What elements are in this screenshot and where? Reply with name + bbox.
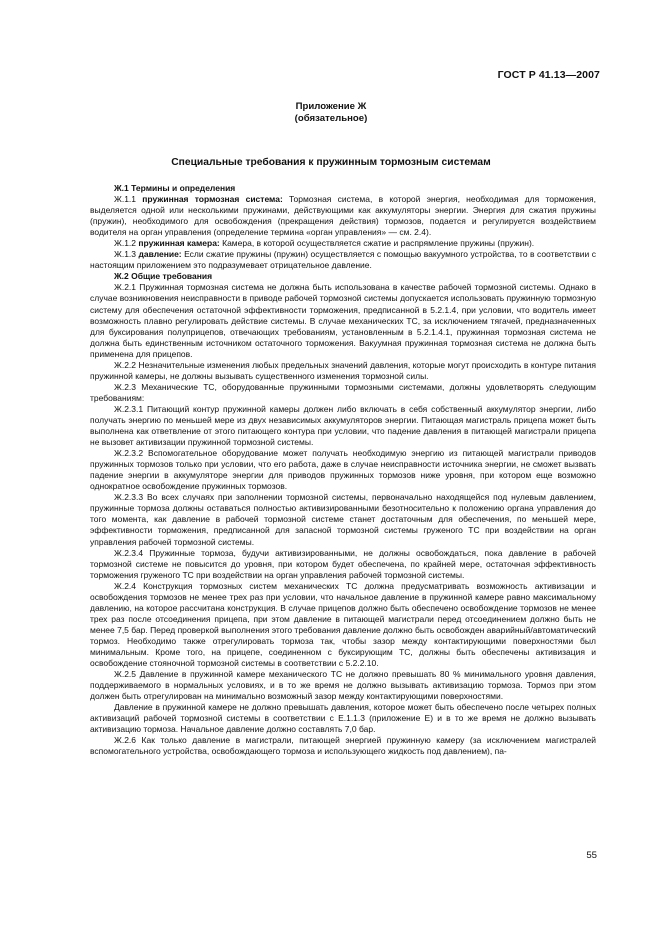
- paragraph: Ж.2.1 Пружинная тормозная система не должна быть использована в качестве рабочей тормозной системы. Однако в случае возникновения неисправности в приводе рабочей тормозной системы допускается использовать пружинную тормозную систему для обеспечения остаточной эффективности торможения, предписанной в 5.2.1.4, при условии, что водитель имеет возможность плавно регулировать действие системы. В случае механических ТС, за исключением тягачей, предназначенных для буксирования полуприцепов, отвечающих требованиям, установленным в 5.2.1.4.1, пружинная тормозная система не должна быть единственным источником остаточного торможения. Вакуумная пружинная тормозная система не должна быть применена для прицепов.: [90, 282, 596, 359]
- paragraph: Ж.2.3 Механические ТС, оборудованные пружинными тормозными системами, должны удовлетворять следующим требованиям:: [90, 381, 596, 403]
- definition: Камера, в которой осуществляется сжатие и распрямление пружины (пружин).: [219, 238, 535, 249]
- definition: Если сжатие пружины (пружин) осуществляется с помощью вакуумного устройства, то в соответствии с настоящим приложением это подразумевает отрицательное давление.: [90, 249, 596, 271]
- document-title: Специальные требования к пружинным тормозным системам: [171, 157, 491, 168]
- page-number: 55: [586, 850, 597, 861]
- standard-header: ГОСТ Р 41.13—2007: [497, 69, 600, 81]
- definition: Тормозная система, в которой энергия, необходимая для торможения, выделяется одной или несколькими пружинами, действующими как аккумуляторы энергии. Энергия для сжатия пружины (пружин), необходимого для освобождения (прекращения действия) тормозов, подается и регулируется воздействием водителя на орган управления (определение термина «орган управления» — см. 2.4).: [90, 194, 596, 238]
- paragraph: Ж.2.3.3 Во всех случаях при заполнении тормозной системы, первоначально находящейся под нулевым давлением, пружинные тормоза должны оставаться полностью активизированными безотносительно к положению органа управления до того момента, как давление в рабочей тормозной системе станет достаточным для обеспечения, по меньшей мере, эффективности торможения, предписанной для запасной тормозной системы груженого ТС при воздействии на орган управления рабочей тормозной системы.: [90, 492, 596, 547]
- paragraph: Давление в пружинной камере не должно превышать давления, которое может быть обеспечено после четырех полных активизаций рабочей тормозной системы в соответствии с Е.1.1.3 (приложение Е) и в то же время не должно вызывать активизацию тормоза. Начальное давление должно составлять 7,0 бар.: [90, 702, 596, 735]
- appendix-title: Приложение Ж: [295, 101, 367, 112]
- paragraph: Ж.2.6 Как только давление в магистрали, питающей энергией пружинную камеру (за исключением магистралей вспомогательного устройства, освобождающего тормоза и использующего жидкость под давлением), па-: [90, 735, 596, 757]
- paragraph-number: Ж.1.3: [114, 249, 139, 260]
- paragraph: [90, 238, 596, 249]
- appendix-status: (обязательное): [294, 113, 368, 124]
- term: пружинная камера:: [138, 238, 220, 249]
- term: пружинная тормозная система:: [142, 194, 283, 205]
- document-body: [90, 183, 596, 757]
- paragraph-number: Ж.1.1: [114, 194, 143, 205]
- appendix-heading: [0, 101, 662, 125]
- paragraph: Ж.2.4 Конструкция тормозных систем механических ТС должна предусматривать возможность активизации и освобождения тормозов не менее трех раз при условии, что начальное давление в пружинной камере равно максимальному давлению, на которое рассчитана конструкция. В случае прицепов должно быть обеспечено освобождение тормозов не менее трех раз после отсоединения прицепа, при этом давление в питающей магистрали перед отсоединением должно быть не менее 7,5 бар. Перед проверкой выполнения этого требования давление должно быть освобожден аварийный/автоматический тормоз. Необходимо также отрегулировать тормоза так, чтобы зазор между контактирующими поверхностями был минимальным. Кроме того, на прицепе, соединенном с буксирующим ТС, должны быть обеспечены активизация и освобождение стояночной тормозной системы в соответствии с 5.2.2.10.: [90, 580, 596, 669]
- paragraph: Ж.2.3.1 Питающий контур пружинной камеры должен либо включать в себя собственный аккумулятор энергии, либо получать энергию по меньшей мере из двух независимых аккумуляторов энергии. Питающая магистраль прицепа может быть выполнена как ответвление от этого питающего контура при условии, что падение давления в питающей магистрали прицепа не вызовет активизации пружинной тормозной системы.: [90, 403, 596, 448]
- paragraph: [90, 249, 596, 271]
- section-heading: Ж.2 Общие требования: [114, 271, 213, 282]
- paragraph: Ж.2.3.2 Вспомогательное оборудование может получать необходимую энергию из питающей магистрали приводов пружинных тормозов только при условии, что его работа, даже в случае неисправности источника энергии, не сможет вызвать падение энергии в аккумуляторе энергии для приводов пружинных тормозов ниже уровня, при котором еще возможно однократное освобождение пружинных тормозов.: [90, 448, 596, 492]
- paragraph-number: Ж.1.2: [114, 238, 139, 249]
- paragraph: Ж.2.2 Незначительные изменения любых предельных значений давления, которые могут происходить в контуре питания пружинной камеры, не должны вызывать существенного изменения тормозной силы.: [90, 359, 596, 381]
- paragraph: Ж.2.5 Давление в пружинной камере механического ТС не должно превышать 80 % минимального уровня давления, поддерживаемого в нормальных условиях, и в то же время не должно вызывать активизацию тормоза. Тормоз при этом должен быть отрегулирован на минимально возможный зазор между контактирующими поверхностями.: [90, 669, 596, 702]
- paragraph: [90, 194, 596, 238]
- paragraph: Ж.2.3.4 Пружинные тормоза, будучи активизированными, не должны освобождаться, пока давление в рабочей тормозной системе не повысится до уровня, при котором будет обеспечена, по крайней мере, остаточная эффективность торможения груженого ТС при воздействии на орган управления рабочей тормозной системы.: [90, 547, 596, 580]
- term: давление:: [138, 249, 182, 260]
- section-heading: Ж.1 Термины и определения: [114, 183, 236, 193]
